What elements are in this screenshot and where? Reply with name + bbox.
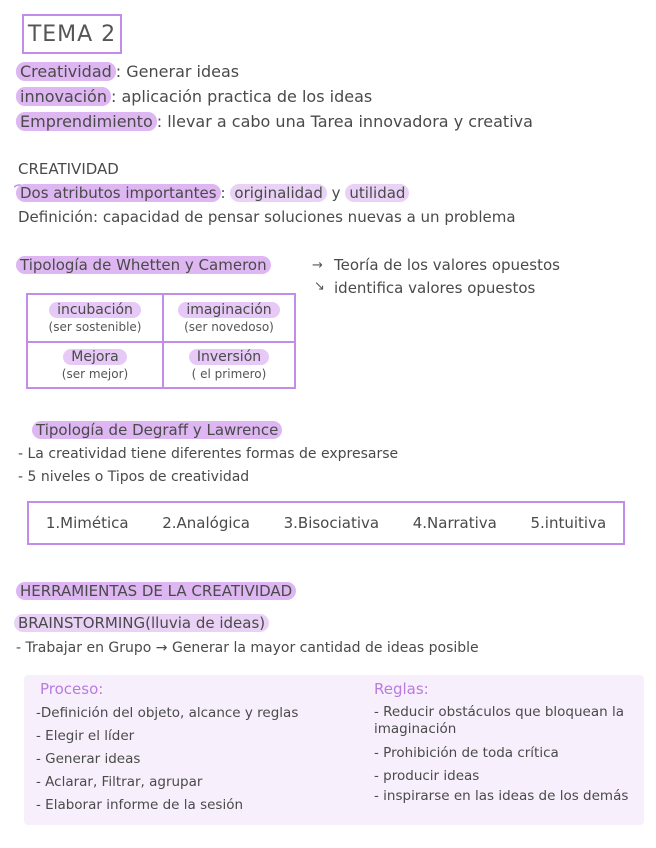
grid-cell-inversion: Inversión ( el primero)	[162, 341, 294, 387]
term-emprendimiento: Emprendimiento	[16, 112, 157, 131]
list-item: - Reducir obstáculos que bloquean la imaginación	[374, 704, 625, 737]
page-title: TEMA 2	[22, 14, 122, 54]
whetten-note-2: identifica valores opuestos	[334, 279, 536, 297]
term-innovacion: innovación	[16, 87, 111, 106]
brainstorming-description: - Trabajar en Grupo → Generar la mayor cantidad de ideas posible	[16, 640, 479, 656]
brainstorming-label: BRAINSTORMING(lluvia de ideas)	[14, 614, 269, 632]
proceso-title: Proceso:	[40, 680, 104, 698]
whetten-note-1: Teoría de los valores opuestos	[334, 256, 560, 274]
herramientas-heading: HERRAMIENTAS DE LA CREATIVIDAD	[16, 582, 296, 600]
arrow-down-right-icon: ↘	[314, 279, 325, 294]
level-item: 5.intuitiva	[530, 514, 607, 532]
level-item: 4.Narrativa	[412, 514, 497, 532]
proceso-list	[36, 702, 366, 817]
creativity-levels	[27, 501, 625, 545]
attribute-utilidad: utilidad	[345, 184, 409, 202]
attribute-originalidad: originalidad	[230, 184, 326, 202]
grid-cell-incubacion: incubación (ser sostenible)	[48, 302, 142, 334]
grid-cell-mejora: Mejora (ser mejor)	[28, 341, 162, 387]
reglas-list	[374, 704, 636, 809]
list-item: - inspirarse en las ideas de los demás	[374, 788, 629, 804]
degraff-line-2: - 5 niveles o Tipos de creatividad	[18, 469, 250, 485]
arrow-right-icon: →	[312, 258, 323, 273]
term-creatividad: Creatividad	[16, 62, 116, 81]
list-item: - Elegir el líder	[36, 728, 135, 744]
definition-creatividad: Creatividad : Generar ideas	[16, 62, 239, 81]
grid-cell-imaginacion: imaginación (ser novedoso)	[162, 295, 294, 341]
list-item: - Aclarar, Filtrar, agrupar	[36, 774, 203, 790]
level-item: 2.Analógica	[162, 514, 250, 532]
attributes-label: Dos atributos importantes	[16, 184, 221, 202]
creatividad-heading: CREATIVIDAD	[18, 160, 119, 178]
definition-innovacion: innovación : aplicación practica de los ideas	[16, 87, 372, 106]
herramientas-heading-line	[16, 582, 296, 600]
list-item: - Prohibición de toda crítica	[374, 745, 559, 761]
degraff-title-line	[32, 421, 282, 439]
degraff-line-1: - La creatividad tiene diferentes formas de expresarse	[18, 446, 399, 462]
attributes-line: Dos atributos importantes : originalidad y utilidad	[16, 184, 409, 202]
level-item: 1.Mimética	[45, 514, 129, 532]
creatividad-definition: Definición: capacidad de pensar soluciones nuevas a un problema	[18, 208, 516, 226]
list-item: - Generar ideas	[36, 751, 141, 767]
list-item: - producir ideas	[374, 768, 480, 784]
whetten-title: Tipología de Whetten y Cameron	[16, 256, 271, 274]
whetten-grid	[26, 293, 296, 389]
definition-emprendimiento: Emprendimiento : llevar a cabo una Tarea innovadora y creativa	[16, 112, 533, 131]
list-item: -Definición del objeto, alcance y reglas	[36, 705, 299, 721]
reglas-title: Reglas:	[374, 680, 429, 698]
degraff-title: Tipología de Degraff y Lawrence	[32, 421, 282, 439]
list-item: - Elaborar informe de la sesión	[36, 797, 244, 813]
brainstorming-line	[14, 614, 269, 632]
level-item: 3.Bisociativa	[283, 514, 380, 532]
whetten-title-line	[16, 256, 271, 274]
